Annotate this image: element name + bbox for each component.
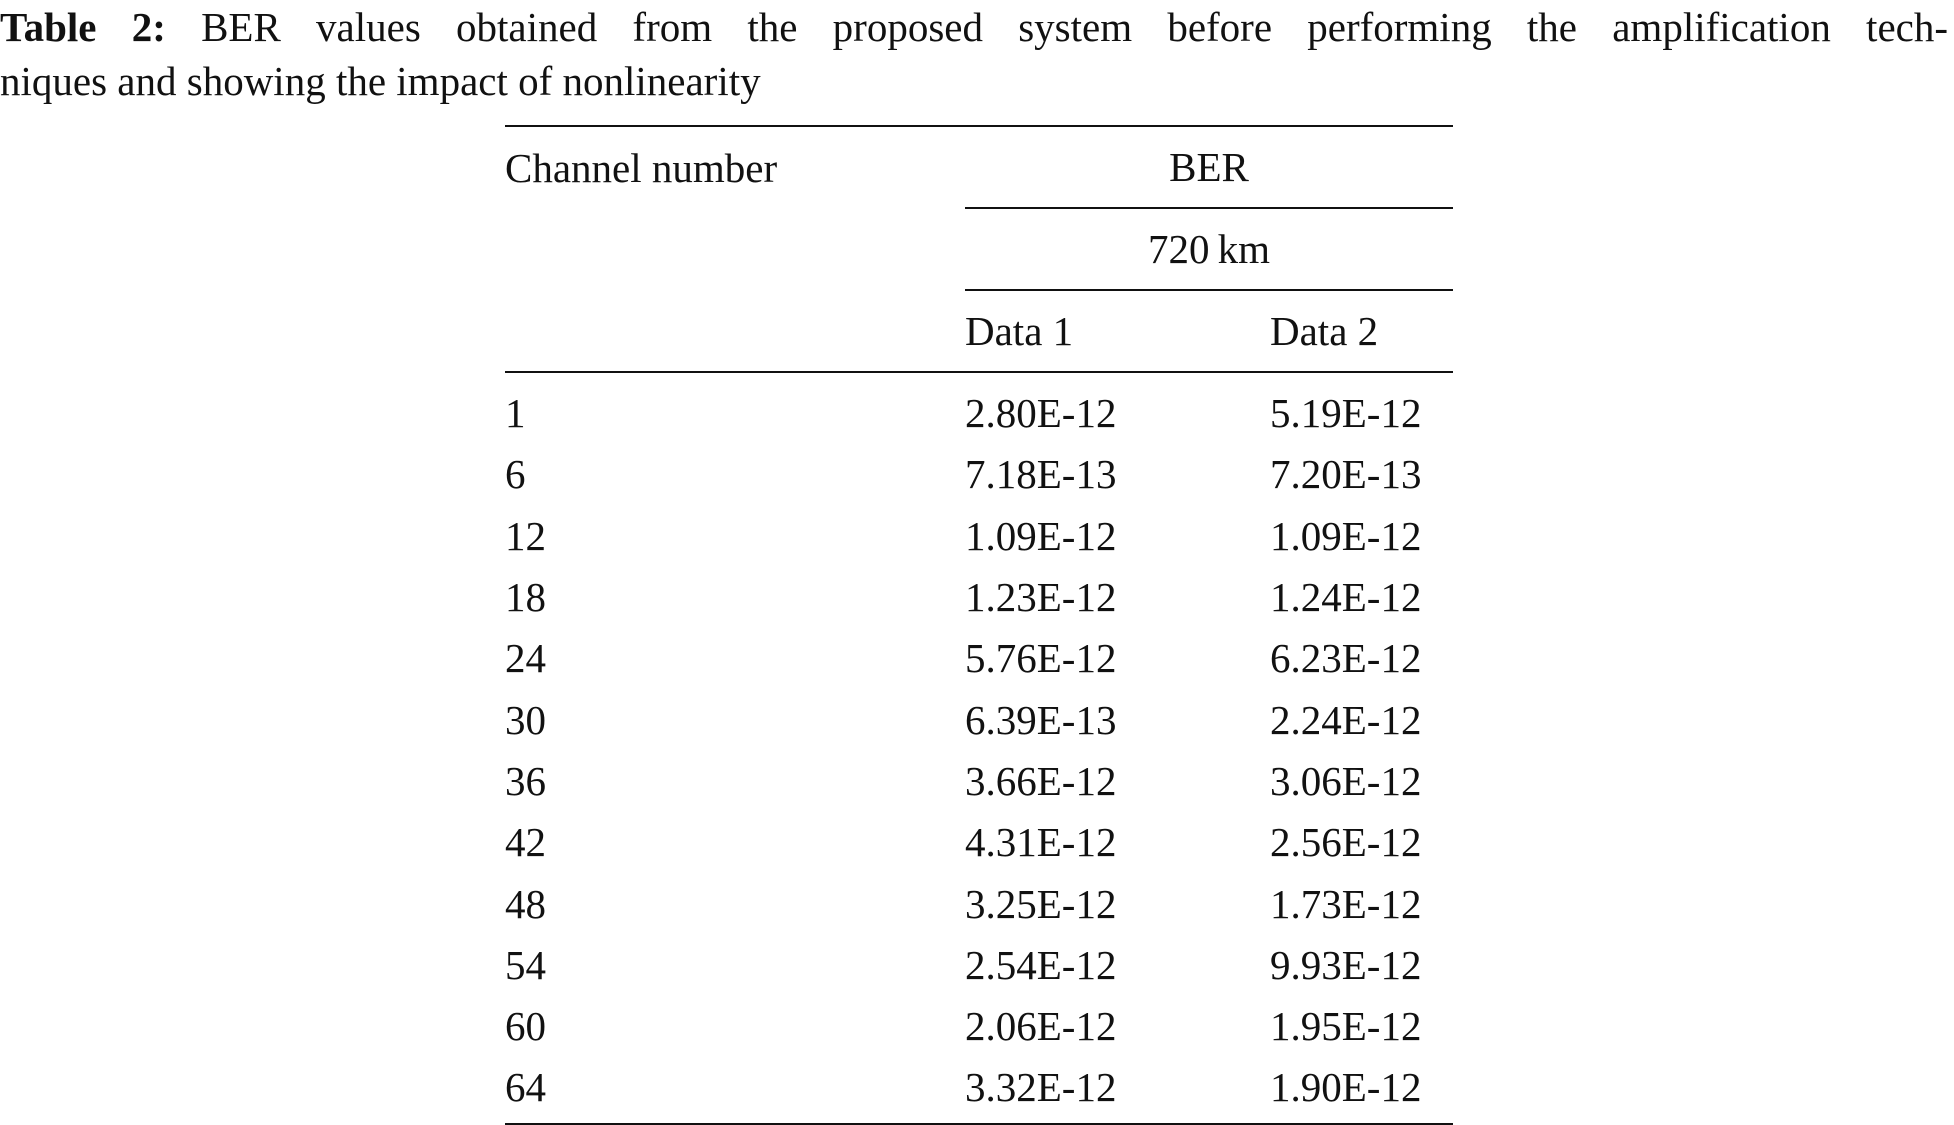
table-row xyxy=(505,628,1453,689)
cell-channel: 36 xyxy=(505,757,546,804)
header-distance: 720 km xyxy=(965,208,1453,290)
cell-data-2: 7.20E-13 xyxy=(1270,451,1422,498)
table-row xyxy=(505,1057,1453,1123)
table-row xyxy=(505,996,1453,1057)
caption-line-2: niques and showing the impact of nonlinearity xyxy=(0,58,761,104)
table-body xyxy=(505,372,1453,1124)
cell-data-1: 5.76E-12 xyxy=(965,635,1117,682)
header-channel-number: Channel number xyxy=(505,126,965,208)
cell-data-1: 2.54E-12 xyxy=(965,941,1117,988)
cell-data-1: 4.31E-12 xyxy=(965,819,1117,866)
ber-table xyxy=(505,125,1453,1125)
cell-data-2: 6.23E-12 xyxy=(1270,635,1422,682)
cell-channel: 30 xyxy=(505,696,546,743)
table-row xyxy=(505,689,1453,750)
cell-data-2: 1.73E-12 xyxy=(1270,880,1422,927)
header-ber: BER xyxy=(965,126,1453,208)
cell-channel: 6 xyxy=(505,451,526,498)
table-row xyxy=(505,812,1453,873)
table-row xyxy=(505,506,1453,567)
cell-data-1: 1.23E-12 xyxy=(965,574,1117,621)
cell-data-2: 3.06E-12 xyxy=(1270,757,1422,804)
cell-channel: 12 xyxy=(505,512,546,559)
table-row xyxy=(505,873,1453,934)
header-data-1: Data 1 xyxy=(965,290,1270,372)
cell-data-1: 3.25E-12 xyxy=(965,880,1117,927)
cell-data-2: 1.24E-12 xyxy=(1270,574,1422,621)
table-row xyxy=(505,751,1453,812)
cell-data-2: 1.90E-12 xyxy=(1270,1057,1453,1123)
cell-data-2: 9.93E-12 xyxy=(1270,941,1422,988)
table-row xyxy=(505,935,1453,996)
cell-data-1: 7.18E-13 xyxy=(965,451,1117,498)
header-empty-1 xyxy=(505,208,965,290)
header-data-2: Data 2 xyxy=(1270,290,1453,372)
cell-data-2: 5.19E-12 xyxy=(1270,390,1422,437)
caption-label: Table 2: xyxy=(0,4,166,50)
cell-data-2: 1.95E-12 xyxy=(1270,1003,1422,1050)
cell-channel: 24 xyxy=(505,635,546,682)
table-row xyxy=(505,372,1453,444)
cell-channel: 48 xyxy=(505,880,546,927)
cell-channel: 18 xyxy=(505,574,546,621)
cell-data-1: 3.32E-12 xyxy=(965,1057,1270,1123)
cell-data-2: 1.09E-12 xyxy=(1270,512,1422,559)
table-caption xyxy=(0,0,1948,108)
cell-channel: 1 xyxy=(505,390,526,437)
caption-line-1 xyxy=(0,0,1948,54)
cell-channel: 64 xyxy=(505,1057,965,1123)
header-empty-2 xyxy=(505,290,965,372)
cell-data-2: 2.56E-12 xyxy=(1270,819,1422,866)
cell-channel: 42 xyxy=(505,819,546,866)
cell-data-1: 2.80E-12 xyxy=(965,390,1117,437)
cell-channel: 54 xyxy=(505,941,546,988)
cell-data-1: 1.09E-12 xyxy=(965,512,1117,559)
cell-data-2: 2.24E-12 xyxy=(1270,696,1422,743)
table-row xyxy=(505,444,1453,505)
caption-text-1: BER values obtained from the proposed system before performing the amplification tech- xyxy=(165,4,1948,50)
cell-data-1: 3.66E-12 xyxy=(965,757,1117,804)
table-row xyxy=(505,567,1453,628)
ber-table-container xyxy=(505,125,1453,1125)
cell-data-1: 2.06E-12 xyxy=(965,1003,1117,1050)
cell-channel: 60 xyxy=(505,1003,546,1050)
cell-data-1: 6.39E-13 xyxy=(965,696,1117,743)
